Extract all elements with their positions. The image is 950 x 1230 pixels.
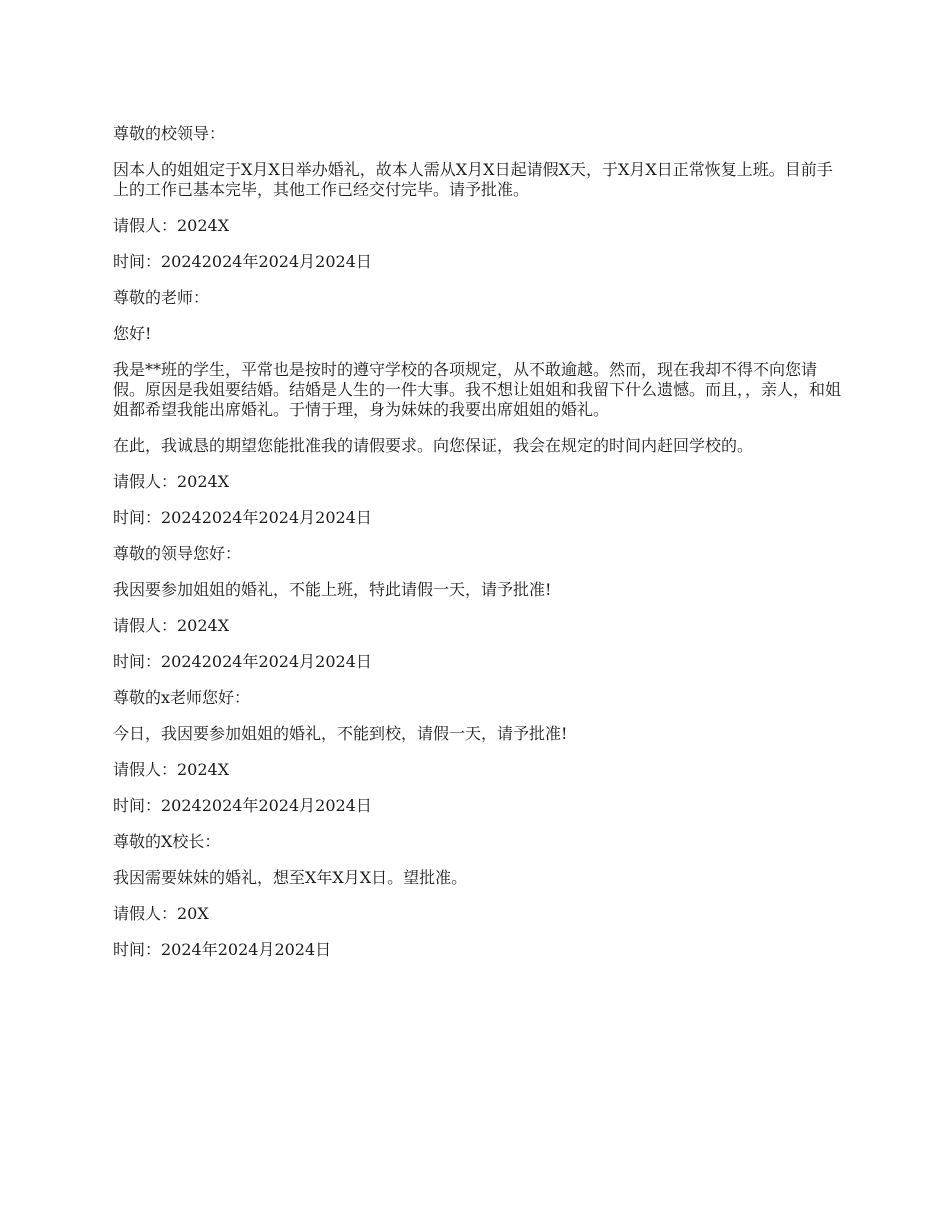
letter-body: 我因需要妹妹的婚礼，想至X年X月X日。望批准。 <box>113 868 468 887</box>
letter-salutation: 尊敬的x老师您好： <box>113 688 251 707</box>
letter-date: 时间：20242024年2024月2024日 <box>113 652 372 671</box>
letter-signature: 请假人：2024X <box>113 616 230 635</box>
letter-body: 因本人的姐姐定于X月X日举办婚礼，故本人需从X月X日起请假X天，于X月X日正常恢复上班。目前手上的工作已基本完毕，其他工作已经交付完毕。请予批准。 <box>113 160 833 199</box>
letter-body: 我是**班的学生，平常也是按时的遵守学校的各项规定，从不敢逾越。然而，现在我却不得不向您请假。原因是我姐要结婚。结婚是人生的一件大事。我不想让姐姐和我留下什么遗憾。而且，，亲人，和姐姐都希望我能出席婚礼。于情于理，身为妹妹的我要出席姐姐的婚礼。 <box>113 360 842 419</box>
letter-date: 时间：20242024年2024月2024日 <box>113 508 372 527</box>
letter-salutation: 尊敬的领导您好： <box>113 544 242 563</box>
letter-date: 时间：2024年2024月2024日 <box>113 940 332 959</box>
letter-salutation: 尊敬的校领导： <box>113 124 226 143</box>
letter-body: 我因要参加姐姐的婚礼，不能上班，特此请假一天，请予批准! <box>113 580 552 599</box>
letter-signature: 请假人：2024X <box>113 472 230 491</box>
letter-salutation: 尊敬的老师： <box>113 288 210 307</box>
letter-signature: 请假人：20X <box>113 904 209 923</box>
document-body <box>113 124 841 976</box>
letter-salutation: 尊敬的X校长： <box>113 832 221 851</box>
letter-greeting: 您好! <box>113 324 152 343</box>
letter-body: 在此，我诚恳的期望您能批准我的请假要求。向您保证，我会在规定的时间内赶回学校的。 <box>113 436 754 455</box>
letter-date: 时间：20242024年2024月2024日 <box>113 796 372 815</box>
letter-signature: 请假人：2024X <box>113 760 230 779</box>
letter-signature: 请假人：2024X <box>113 216 230 235</box>
letter-body: 今日，我因要参加姐姐的婚礼，不能到校，请假一天，请予批准! <box>113 724 568 743</box>
letter-date: 时间：20242024年2024月2024日 <box>113 252 372 271</box>
